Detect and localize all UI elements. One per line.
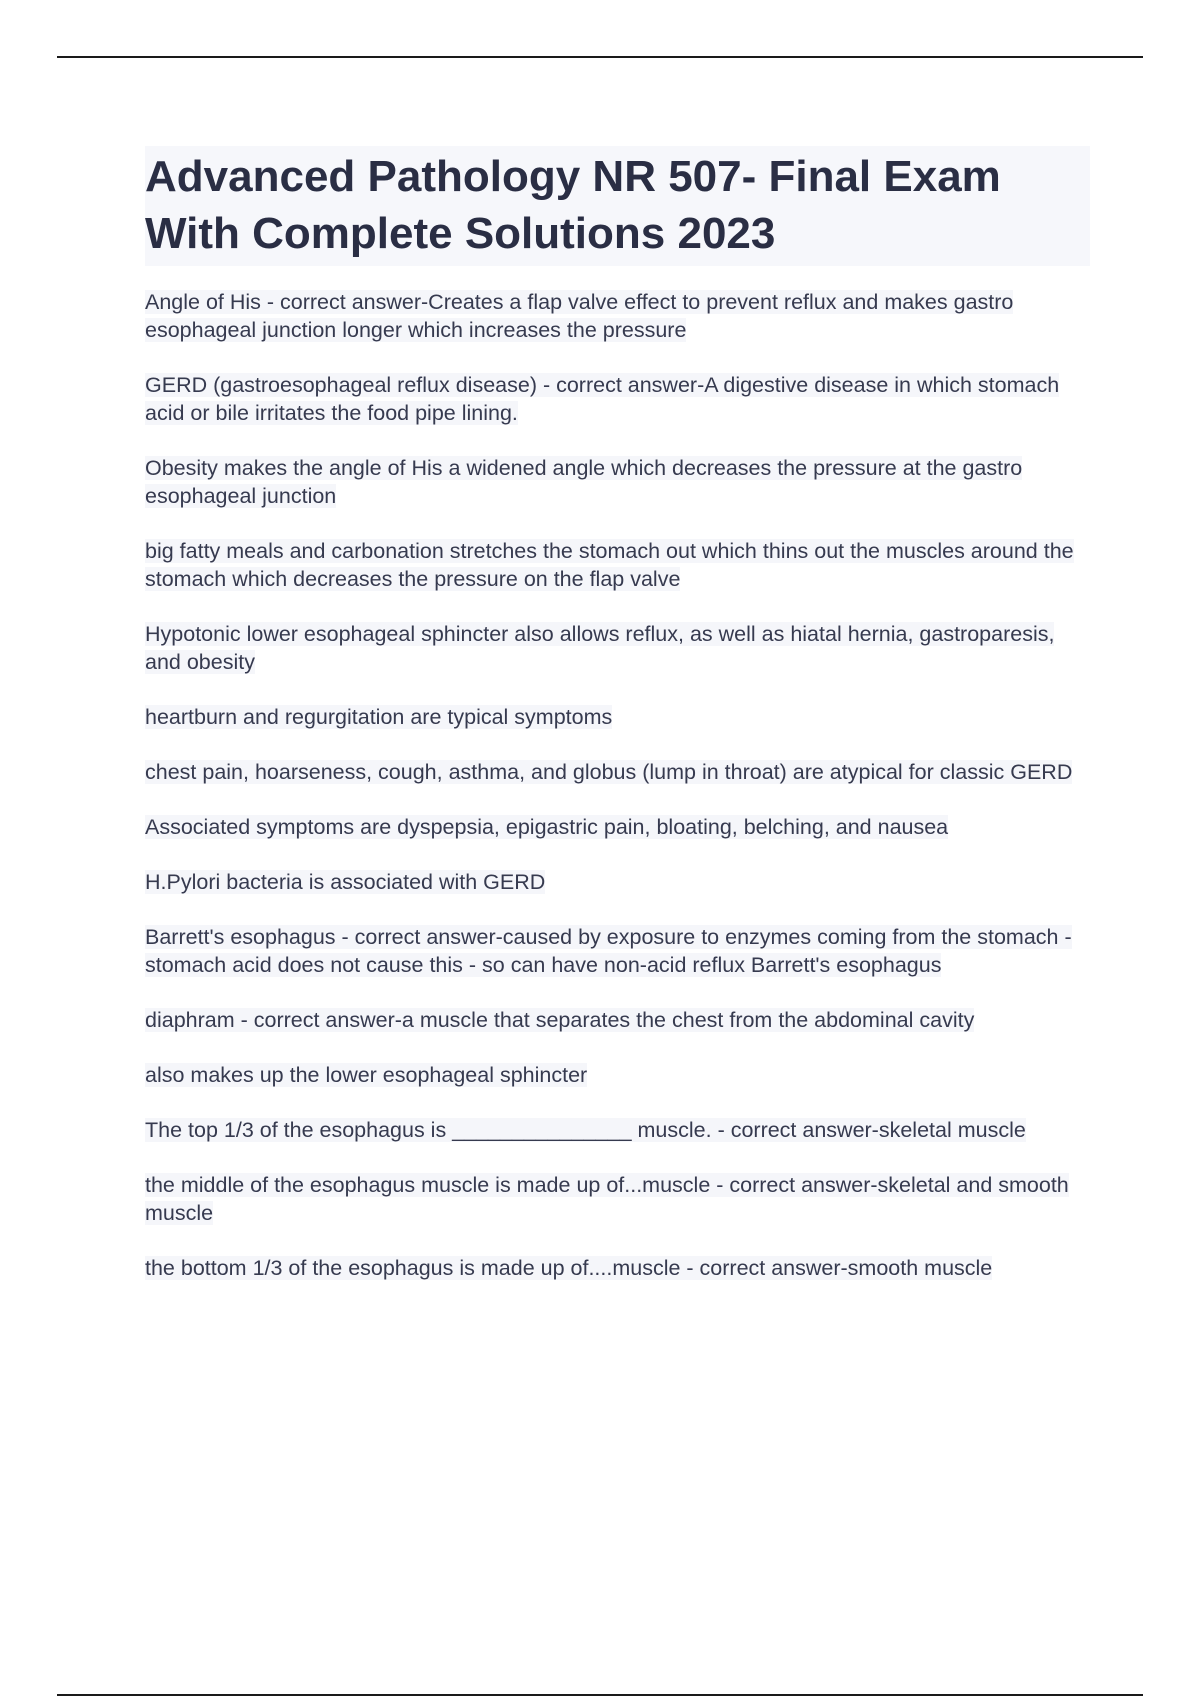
title-line-2: With Complete Solutions 2023: [145, 209, 776, 258]
entry-hypotonic-les: Hypotonic lower esophageal sphincter also allows reflux, as well as hiatal hernia, gastroparesis, and obesity: [145, 622, 1055, 674]
entry-fatty-meals: big fatty meals and carbonation stretches the stomach out which thins out the muscles around the stomach which decreases the pressure on the flap valve: [145, 539, 1074, 591]
entry-bottom-third: the bottom 1/3 of the esophagus is made up of....muscle - correct answer-smooth muscle: [145, 1256, 993, 1280]
entry-angle-of-his: Angle of His - correct answer-Creates a flap valve effect to prevent reflux and makes gastro esophageal junction longer which increases the pressure: [145, 290, 1014, 342]
entry-barretts-esophagus: Barrett's esophagus - correct answer-caused by exposure to enzymes coming from the stomach - stomach acid does not cause this - so can have non-acid reflux Barrett's esophagus: [145, 925, 1072, 977]
entry-lower-sphincter: also makes up the lower esophageal sphincter: [145, 1063, 588, 1087]
entry-obesity: Obesity makes the angle of His a widened angle which decreases the pressure at the gastro esophageal junction: [145, 456, 1023, 508]
entry-gerd-definition: GERD (gastroesophageal reflux disease) - correct answer-A digestive disease in which stomach acid or bile irritates the food pipe lining.: [145, 373, 1060, 425]
document-title: [145, 146, 1090, 266]
title-line-1: Advanced Pathology NR 507- Final Exam: [145, 152, 1001, 201]
entry-diaphram: diaphram - correct answer-a muscle that separates the chest from the abdominal cavity: [145, 1008, 975, 1032]
top-rule: [57, 56, 1143, 58]
entry-typical-symptoms: heartburn and regurgitation are typical symptoms: [145, 705, 613, 729]
bottom-rule: [57, 1694, 1143, 1696]
entry-h-pylori: H.Pylori bacteria is associated with GERD: [145, 870, 546, 894]
entry-middle: the middle of the esophagus muscle is made up of...muscle - correct answer-skeletal and smooth muscle: [145, 1173, 1069, 1225]
entry-top-third: The top 1/3 of the esophagus is _______________ muscle. - correct answer-skeletal muscle: [145, 1118, 1026, 1142]
entry-atypical-symptoms: chest pain, hoarseness, cough, asthma, and globus (lump in throat) are atypical for classic GERD: [145, 760, 1073, 784]
entry-associated-symptoms: Associated symptoms are dyspepsia, epigastric pain, bloating, belching, and nausea: [145, 815, 949, 839]
document-body: [145, 146, 1090, 1309]
